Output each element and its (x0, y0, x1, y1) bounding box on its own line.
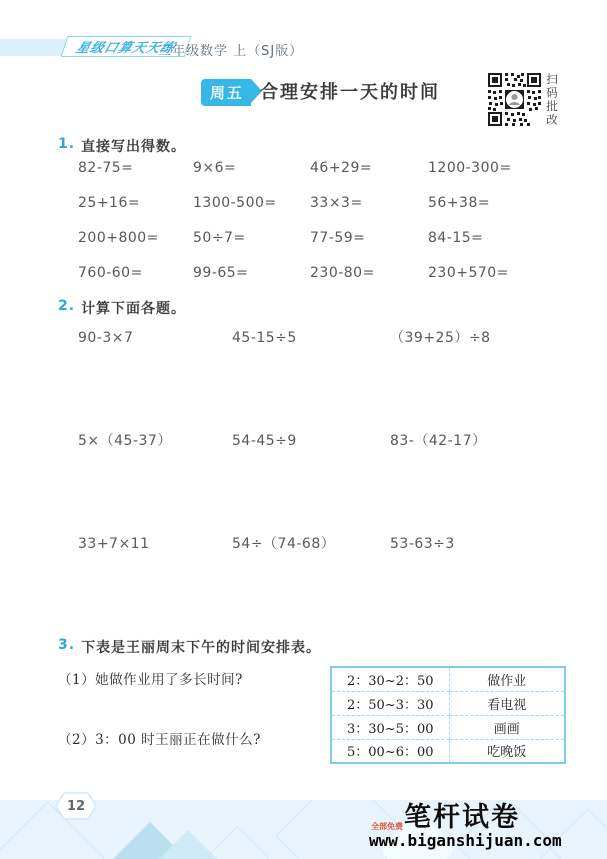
time-cell: 5：00~6：00 (331, 739, 449, 763)
problem: 760-60= (78, 265, 143, 281)
problem: 230+570= (428, 265, 509, 281)
time-cell: 2：30~2：50 (331, 667, 449, 691)
problem: 1200-300= (428, 160, 512, 176)
problem: 99-65= (193, 265, 249, 281)
section-1-label: 直接写出得数。 (81, 139, 187, 155)
schedule-row (331, 691, 565, 715)
section-3-number: 3. (58, 637, 76, 653)
page-number: 12 (66, 798, 86, 814)
problem: 54÷（74-68） (232, 536, 336, 552)
section-3-header (58, 637, 321, 657)
activity-cell: 吃晚饭 (449, 739, 565, 763)
problem: 53-63÷3 (390, 536, 455, 552)
time-cell: 2：50~3：30 (331, 691, 449, 715)
section-2-number: 2. (58, 298, 76, 314)
problem: 54-45÷9 (232, 433, 297, 449)
section-1-header (58, 136, 186, 156)
problem: 25+16= (78, 195, 141, 211)
time-cell: 3：30~5：00 (331, 715, 449, 739)
activity-cell: 画画 (449, 715, 565, 739)
problem: 83-（42-17） (390, 433, 487, 449)
page-title: 合理安排一天的时间 (260, 82, 440, 103)
question-2: （2）3：00 时王丽正在做什么? (58, 732, 261, 748)
problem: 50÷7= (193, 230, 246, 246)
problem: （39+25）÷8 (390, 330, 491, 346)
section-2-problems (78, 330, 558, 553)
problem: 5×（45-37） (78, 433, 172, 449)
schedule-row (331, 715, 565, 739)
watermark-url: www.biganshijuan.com (369, 831, 562, 850)
problem: 45-15÷5 (232, 330, 297, 346)
problem: 200+800= (78, 230, 159, 246)
activity-cell: 做作业 (487, 673, 527, 689)
section-2-label: 计算下面各题。 (81, 301, 187, 317)
problem: 77-59= (310, 230, 366, 246)
section-1-problems (78, 160, 556, 282)
section-1-number: 1. (58, 136, 76, 152)
problem: 82-75= (78, 160, 134, 176)
problem: 90-3×7 (78, 330, 134, 346)
qr-caption: 扫码批改 (545, 73, 559, 127)
problem: 9×6= (193, 160, 237, 176)
activity-cell: 看电视 (449, 691, 565, 715)
series-badge-label: 星级口算天天练 (73, 41, 177, 56)
week-badge: 周五 (201, 79, 251, 106)
problem: 46+29= (310, 160, 373, 176)
qr-code-icon (487, 72, 542, 127)
schedule-row (331, 667, 565, 691)
qr-block (487, 72, 559, 130)
edition-label: 三年级数学 上（SJ版） (158, 44, 304, 59)
watermark-brand: 笔杆试卷 (404, 802, 520, 833)
watermark-free-label: 全部免费 (371, 822, 403, 831)
problem: 33+7×11 (78, 536, 150, 552)
schedule-table (330, 666, 566, 764)
question-1: （1）她做作业用了多长时间? (58, 672, 243, 688)
problem: 56+38= (428, 195, 491, 211)
problem: 33×3= (310, 195, 363, 211)
schedule-row (331, 739, 565, 763)
problem: 1300-500= (193, 195, 277, 211)
problem: 230-80= (310, 265, 375, 281)
section-3-label: 下表是王丽周末下午的时间安排表。 (81, 640, 322, 656)
problem: 84-15= (428, 230, 484, 246)
section-2-header (58, 298, 186, 318)
page-number-badge (55, 792, 97, 820)
